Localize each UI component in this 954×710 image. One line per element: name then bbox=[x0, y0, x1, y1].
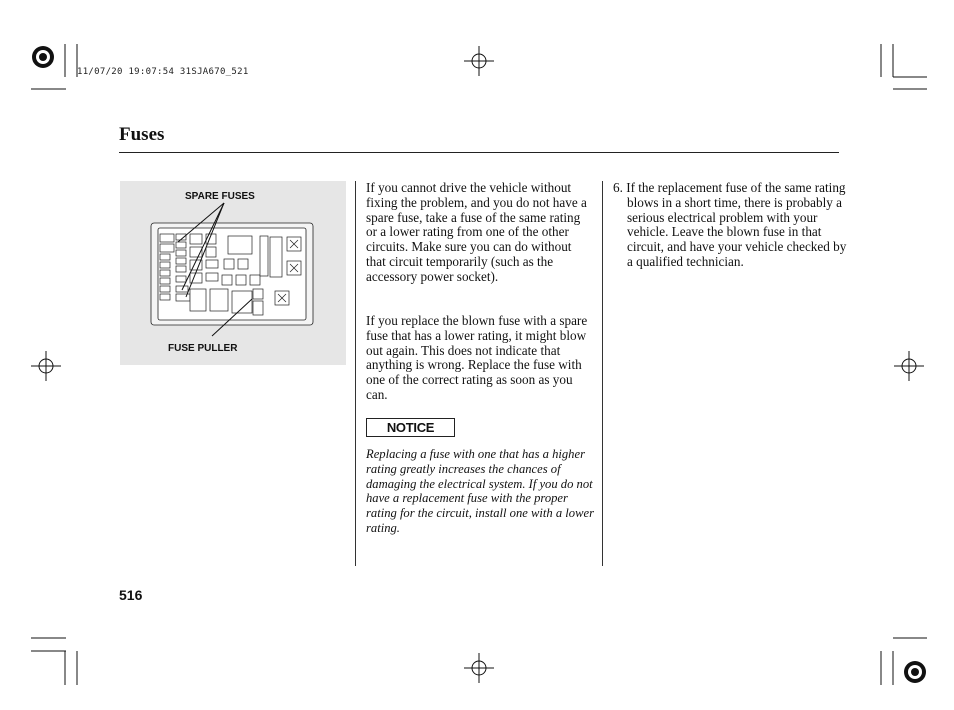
column-rule-1 bbox=[355, 181, 356, 566]
paragraph-lower-rating: If you replace the blown fuse with a spare fuse that has a lower rating, it might blow out again. This does not indicate that anything is wrong. Replace the fuse with one of the correct rating as soon as you can. bbox=[366, 313, 588, 402]
notice-label: NOTICE bbox=[366, 418, 455, 437]
fuse-box-diagram bbox=[120, 181, 346, 365]
fuse-box-figure bbox=[120, 181, 346, 365]
column-rule-2 bbox=[602, 181, 603, 566]
notice-text: Replacing a fuse with one that has a higher rating greatly increases the chances of damaging the electrical system. If you do not have a replacement fuse with the proper rating for the circuit, install one with a lower rating. bbox=[366, 447, 594, 535]
title-rule bbox=[119, 152, 839, 153]
page-title: Fuses bbox=[119, 124, 165, 145]
spare-fuses-label: SPARE FUSES bbox=[185, 191, 255, 202]
page-number: 516 bbox=[119, 587, 143, 603]
step-6: 6. If the replacement fuse of the same rating blows in a short time, there is probably a serious electrical problem with your vehicle. Leave the blown fuse in that circuit, and have your vehicle checked by a qualified technician. bbox=[613, 180, 847, 269]
print-stamp: 11/07/20 19:07:54 31SJA670_521 bbox=[77, 67, 249, 77]
fuse-puller-label: FUSE PULLER bbox=[168, 343, 238, 354]
paragraph-spare-fuse: If you cannot drive the vehicle without fixing the problem, and you do not have a spare fuse, take a fuse of the same rating or a lower rating from one of the other circuits. Make sure you can do without that circuit temporarily (such as the accessory power socket). bbox=[366, 180, 587, 284]
